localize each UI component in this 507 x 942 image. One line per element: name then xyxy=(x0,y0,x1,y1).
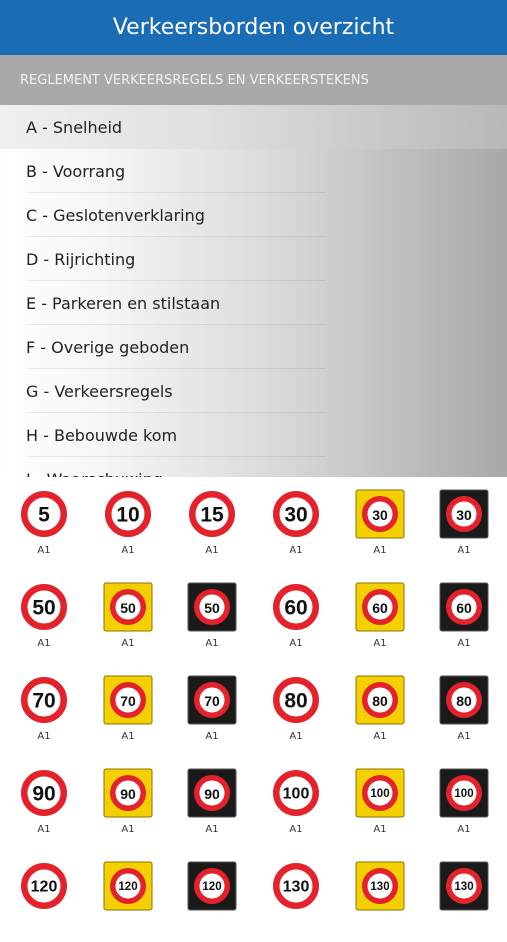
speed-limit-sign-icon xyxy=(355,489,405,539)
section-header xyxy=(0,55,507,105)
category-item-b[interactable] xyxy=(0,149,507,193)
speed-value: 100 xyxy=(282,785,310,803)
speed-limit-sign-icon xyxy=(19,489,69,539)
speed-value: 30 xyxy=(284,503,308,527)
sign-code: A1 xyxy=(205,731,219,742)
category-item-label: G - Verkeersregels xyxy=(26,381,173,401)
speed-value: 90 xyxy=(204,786,220,802)
speed-limit-sign-icon xyxy=(271,582,321,632)
category-item-f[interactable] xyxy=(0,325,507,369)
speed-limit-sign-icon xyxy=(19,582,69,632)
speed-limit-sign-icon xyxy=(355,768,405,818)
sign-code: A1 xyxy=(37,731,51,742)
speed-limit-sign-icon xyxy=(187,582,237,632)
speed-value: 60 xyxy=(456,600,472,616)
category-item-d[interactable] xyxy=(0,237,507,281)
sign-tile[interactable] xyxy=(338,477,422,570)
category-item-label: H - Bebouwde kom xyxy=(26,425,178,445)
sign-tile[interactable] xyxy=(422,663,506,756)
speed-limit-sign-icon xyxy=(355,582,405,632)
speed-limit-sign-icon xyxy=(187,861,237,911)
speed-value: 15 xyxy=(200,503,224,527)
speed-value: 50 xyxy=(32,596,56,620)
speed-value: 120 xyxy=(30,878,58,896)
speed-value: 10 xyxy=(116,503,140,527)
category-item-h[interactable] xyxy=(0,413,507,457)
sign-code: A1 xyxy=(289,824,303,835)
category-item-label: C - Geslotenverklaring xyxy=(26,205,205,225)
sign-tile[interactable] xyxy=(170,756,254,849)
sign-tile[interactable] xyxy=(422,570,506,663)
sign-tile[interactable] xyxy=(2,849,86,942)
category-item-g[interactable] xyxy=(0,369,507,413)
sign-code: A1 xyxy=(121,545,135,556)
speed-limit-sign-icon xyxy=(439,861,489,911)
sign-tile[interactable] xyxy=(422,477,506,570)
speed-limit-sign-icon xyxy=(103,768,153,818)
sign-grid xyxy=(0,477,507,900)
speed-value: 70 xyxy=(32,689,56,713)
speed-value: 120 xyxy=(202,881,222,893)
category-item-label: D - Rijrichting xyxy=(26,249,136,269)
sign-code: A1 xyxy=(121,824,135,835)
speed-value: 70 xyxy=(204,693,220,709)
sign-code: A1 xyxy=(373,638,387,649)
sign-tile[interactable] xyxy=(2,663,86,756)
sign-tile[interactable] xyxy=(422,849,506,942)
sign-code: A1 xyxy=(205,638,219,649)
sign-tile[interactable] xyxy=(254,570,338,663)
speed-value: 90 xyxy=(120,786,136,802)
category-item-label: E - Parkeren en stilstaan xyxy=(26,293,221,313)
sign-tile[interactable] xyxy=(86,477,170,570)
speed-value: 90 xyxy=(32,782,56,806)
speed-limit-sign-icon xyxy=(19,861,69,911)
sign-tile[interactable] xyxy=(170,663,254,756)
sign-code: A1 xyxy=(121,638,135,649)
sign-code: A1 xyxy=(457,731,471,742)
speed-value: 60 xyxy=(284,596,308,620)
speed-value: 130 xyxy=(282,878,310,896)
speed-value: 120 xyxy=(118,881,138,893)
speed-limit-sign-icon xyxy=(187,489,237,539)
speed-limit-sign-icon xyxy=(103,489,153,539)
speed-limit-sign-icon xyxy=(187,768,237,818)
speed-value: 50 xyxy=(204,600,220,616)
sign-code: A1 xyxy=(205,824,219,835)
speed-limit-sign-icon xyxy=(103,582,153,632)
section-header-label: REGLEMENT VERKEERSREGELS EN VERKEERSTEKENS xyxy=(20,72,369,88)
speed-limit-sign-icon xyxy=(439,675,489,725)
sign-code: A1 xyxy=(121,731,135,742)
sign-code: A1 xyxy=(373,545,387,556)
speed-value: 30 xyxy=(456,507,472,523)
sign-code: A1 xyxy=(373,731,387,742)
page-title: Verkeersborden overzicht xyxy=(112,15,395,40)
category-item-e[interactable] xyxy=(0,281,507,325)
sign-tile[interactable] xyxy=(338,570,422,663)
speed-limit-sign-icon xyxy=(439,582,489,632)
speed-value: 5 xyxy=(38,503,50,527)
speed-limit-sign-icon xyxy=(19,768,69,818)
category-item-label: A - Snelheid xyxy=(26,117,123,137)
speed-value: 100 xyxy=(454,788,474,800)
sign-tile[interactable] xyxy=(2,756,86,849)
sign-tile[interactable] xyxy=(338,663,422,756)
sign-tile[interactable] xyxy=(86,756,170,849)
speed-value: 70 xyxy=(120,693,136,709)
speed-value: 100 xyxy=(370,788,390,800)
sign-tile[interactable] xyxy=(170,849,254,942)
speed-value: 130 xyxy=(370,881,390,893)
category-item-a[interactable] xyxy=(0,105,507,149)
sign-tile[interactable] xyxy=(254,756,338,849)
sign-tile[interactable] xyxy=(170,477,254,570)
sign-tile[interactable] xyxy=(2,570,86,663)
speed-limit-sign-icon xyxy=(19,675,69,725)
sign-tile[interactable] xyxy=(338,849,422,942)
category-list[interactable] xyxy=(0,105,507,477)
sign-code: A1 xyxy=(373,824,387,835)
sign-code: A1 xyxy=(205,545,219,556)
speed-limit-sign-icon xyxy=(439,768,489,818)
sign-tile[interactable] xyxy=(338,756,422,849)
speed-limit-sign-icon xyxy=(271,768,321,818)
speed-value: 50 xyxy=(120,600,136,616)
sign-code: A1 xyxy=(289,731,303,742)
app-title-bar xyxy=(0,0,507,55)
sign-tile[interactable] xyxy=(422,756,506,849)
speed-limit-sign-icon xyxy=(271,861,321,911)
speed-limit-sign-icon xyxy=(103,675,153,725)
sign-code: A1 xyxy=(37,824,51,835)
sign-code: A1 xyxy=(289,638,303,649)
sign-tile[interactable] xyxy=(86,570,170,663)
speed-value: 80 xyxy=(456,693,472,709)
speed-limit-sign-icon xyxy=(271,675,321,725)
sign-tile[interactable] xyxy=(254,849,338,942)
sign-tile[interactable] xyxy=(86,849,170,942)
speed-value: 80 xyxy=(284,689,308,713)
speed-value: 30 xyxy=(372,507,388,523)
category-item-c[interactable] xyxy=(0,193,507,237)
category-item-label: F - Overige geboden xyxy=(26,337,190,357)
category-item-label: B - Voorrang xyxy=(26,161,126,181)
sign-code: A1 xyxy=(289,545,303,556)
sign-code: A1 xyxy=(457,824,471,835)
sign-code: A1 xyxy=(37,638,51,649)
speed-value: 130 xyxy=(454,881,474,893)
speed-limit-sign-icon xyxy=(355,675,405,725)
sign-tile[interactable] xyxy=(2,477,86,570)
sign-tile[interactable] xyxy=(170,570,254,663)
sign-code: A1 xyxy=(37,545,51,556)
speed-limit-sign-icon xyxy=(355,861,405,911)
sign-tile[interactable] xyxy=(254,663,338,756)
speed-limit-sign-icon xyxy=(187,675,237,725)
sign-code: A1 xyxy=(457,638,471,649)
speed-limit-sign-icon xyxy=(103,861,153,911)
speed-value: 60 xyxy=(372,600,388,616)
sign-code: A1 xyxy=(457,545,471,556)
sign-tile[interactable] xyxy=(86,663,170,756)
speed-limit-sign-icon xyxy=(439,489,489,539)
speed-limit-sign-icon xyxy=(271,489,321,539)
sign-tile[interactable] xyxy=(254,477,338,570)
speed-value: 80 xyxy=(372,693,388,709)
